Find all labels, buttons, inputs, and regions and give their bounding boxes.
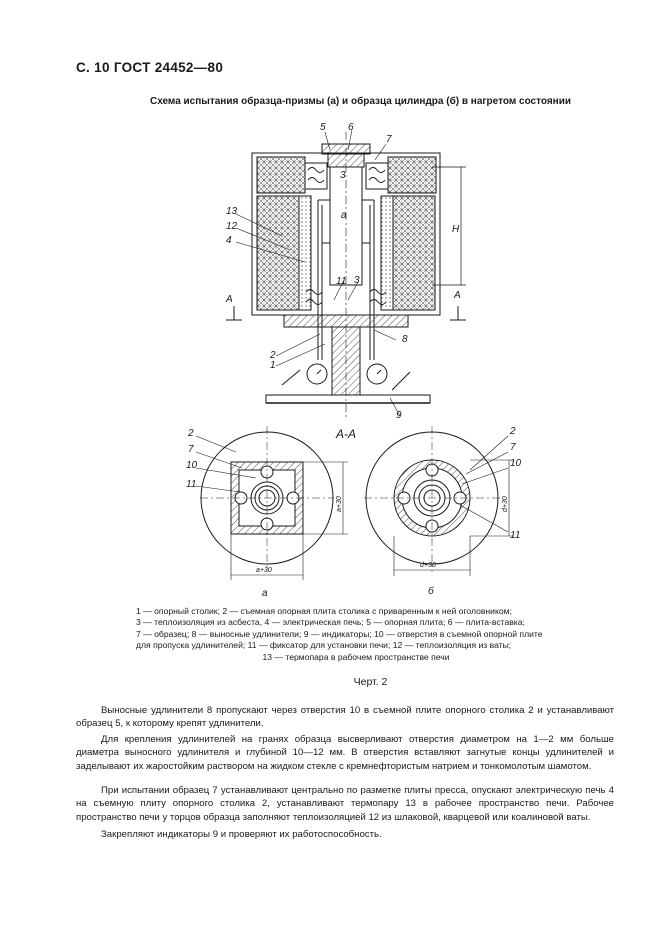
callout-3: 3 — [354, 275, 360, 286]
right-view-caption: б — [428, 586, 434, 597]
right-dim-h: d+30 — [420, 562, 436, 569]
paragraph-4: Закрепляют индикаторы 9 и проверяют их работоспособность. — [101, 829, 382, 840]
left-callout-7: 7 — [188, 444, 194, 455]
callout-13: 13 — [226, 206, 238, 217]
callout-5: 5 — [320, 122, 326, 133]
left-dim-v: a+30 — [336, 496, 343, 512]
plan-view-b — [364, 426, 514, 576]
right-dim-v: d+30 — [502, 496, 509, 512]
callout-2: 2 — [270, 350, 276, 361]
right-callout-11: 11 — [510, 530, 521, 541]
section-mark-left: A — [226, 294, 233, 305]
legend-line-1: 1 — опорный столик; 2 — съемная опорная плита столика с приваренным к ней оголовником; — [136, 606, 512, 616]
legend — [136, 606, 576, 663]
figure-caption: Черт. 2 — [353, 676, 388, 688]
left-callout-11: 11 — [186, 479, 197, 490]
left-view-caption: а — [262, 588, 268, 599]
figure-title: Схема испытания образца-призмы (а) и образца цилиндра (б) в нагретом состоянии — [149, 96, 572, 107]
legend-line-5: 13 — термопара в рабочем пространстве печи — [262, 651, 450, 662]
callout-6: 6 — [348, 122, 354, 133]
inner-label-3: 3 — [340, 170, 346, 181]
legend-line-2: 3 — теплоизоляция из асбеста, 4 — электрическая печь; 5 — опорная плита; 6 — плита-вставка; — [136, 617, 525, 628]
callout-12: 12 — [226, 221, 238, 232]
paragraph-3: При испытании образец 7 устанавливают центрально по разметке плиты пресса, опускают электрическую печь 4 на съемную плиту опорного столика 2, устанавливают термопару 13 в рабочее пространство печи. Рабочее пространство печи у торцов образца заполняют теплоизоляцией 12 из шлаковой, кварцевой или коалиновой ваты. — [76, 785, 614, 823]
left-callout-10: 10 — [186, 460, 198, 471]
page-header: С. 10 ГОСТ 24452—80 — [76, 60, 224, 75]
section-title: А-А — [336, 427, 357, 441]
dimension-h: H — [452, 224, 460, 235]
callout-4: 4 — [226, 235, 232, 246]
callout-7: 7 — [386, 134, 392, 145]
section-mark-right: A — [454, 290, 461, 301]
callout-9: 9 — [396, 410, 402, 421]
callout-8: 8 — [402, 334, 408, 345]
right-callout-10: 10 — [510, 458, 522, 469]
inner-label-a: a — [341, 210, 347, 221]
legend-line-3: 7 — образец; 8 — выносные удлинители; 9 — индикаторы; 10 — отверстия в съемной опорной плите — [136, 628, 543, 639]
right-callout-2: 2 — [510, 426, 516, 437]
legend-line-4: для пропуска удлинителей; 11 — фиксатор для установки печи; 12 — теплоизоляция из ваты; — [136, 640, 512, 651]
plan-view-a — [196, 426, 348, 580]
left-callout-2: 2 — [188, 428, 194, 439]
paragraph-2: Для крепления удлинителей на гранях образца высверливают отверстия диаметром на 1—2 мм больше диаметра выносного удлинителя и глубиной 10—12 мм. В отверстия вставляют загнутые концы удлинителей и заделывают их жаростойким раствором на жидком стекле с кремнефтористым натрием и тонкомолотым шамотом. — [76, 734, 614, 772]
furnace-section — [226, 130, 466, 420]
callout-11: 11 — [336, 276, 347, 287]
callout-1: 1 — [270, 360, 276, 371]
left-dim-h: a+30 — [256, 567, 272, 574]
paragraph-1: Выносные удлинители 8 пропускают через отверстия 10 в съемной плите опорного столика 2 и устанавливают образец 5, к которому крепят удлинители. — [76, 705, 614, 730]
right-callout-7: 7 — [510, 442, 516, 453]
